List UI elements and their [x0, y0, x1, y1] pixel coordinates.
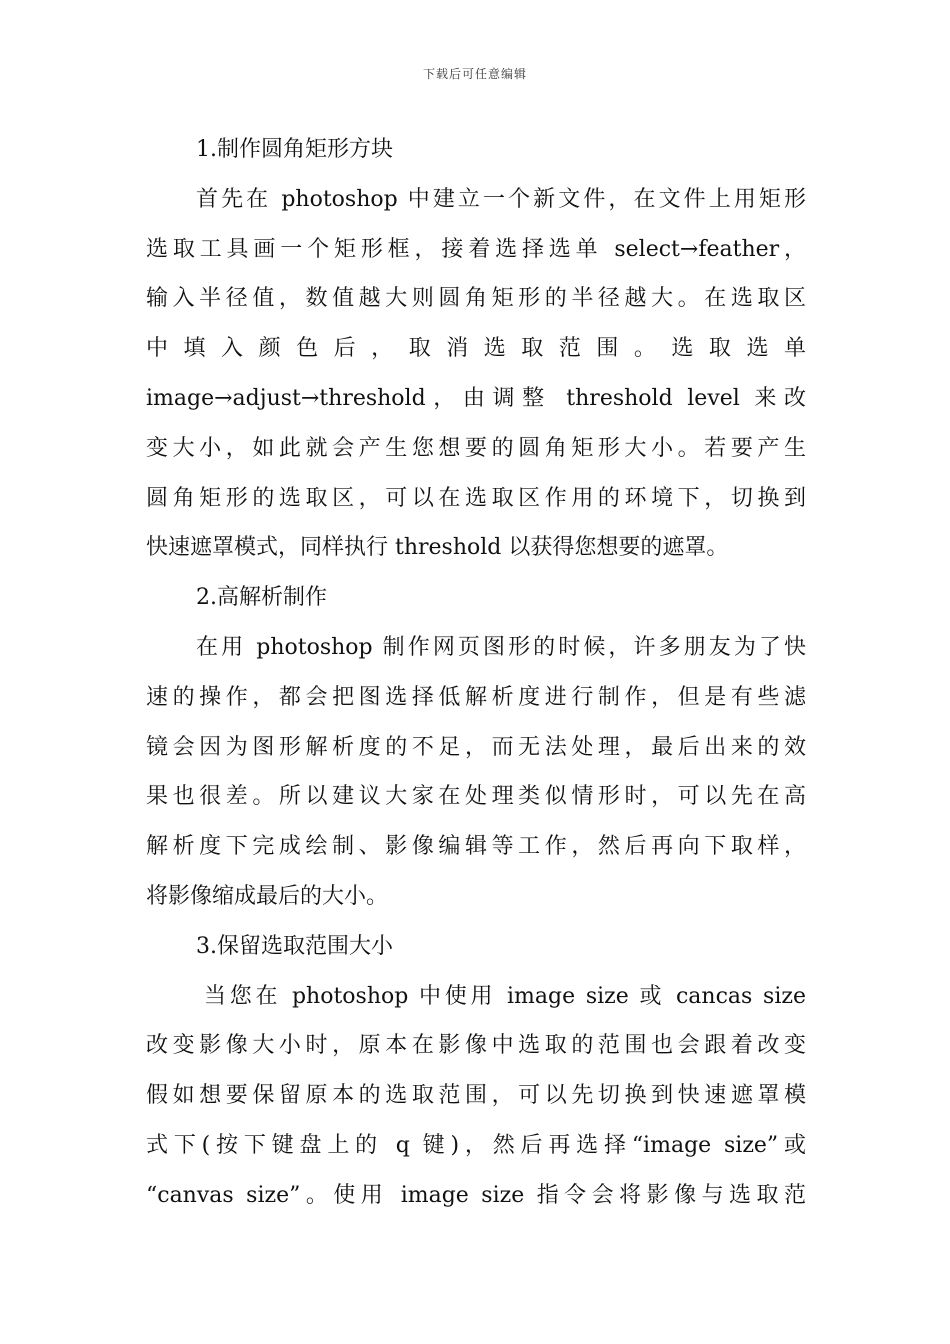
text-line: 圆角矩形的选取区，可以在选取区作用的环境下，切换到: [146, 485, 806, 511]
page-header: 下载后可任意编辑: [422, 67, 527, 81]
text-line: image→adjust→threshold，由调整 threshold level 来改: [146, 385, 806, 411]
text-line: 输入半径值，数值越大则圆角矩形的半径越大。在选取区: [146, 286, 806, 312]
text-line: 镜会因为图形解析度的不足，而无法处理，最后出来的效: [146, 734, 806, 760]
section-paragraph: [146, 623, 806, 922]
section-paragraph: [146, 972, 806, 1221]
text-line: 快速遮罩模式，同样执行 threshold 以获得您想要的遮罩。: [146, 535, 729, 561]
document-body: [146, 125, 806, 1221]
text-line: 解析度下完成绘制、影像编辑等工作，然后再向下取样，: [146, 834, 806, 860]
text-line: 将影像缩成最后的大小。: [146, 883, 389, 909]
text-line: 速的操作，都会把图选择低解析度进行制作，但是有些滤: [146, 684, 806, 710]
section-paragraph: [146, 175, 806, 573]
text-line: 中 填 入 颜 色 后 ， 取 消 选 取 范 围 。 选 取 选 单: [146, 336, 806, 362]
text-line: 首先在 photoshop 中建立一个新文件，在文件上用矩形: [196, 186, 806, 212]
text-line: 改变影像大小时，原本在影像中选取的范围也会跟着改变: [146, 1033, 806, 1059]
text-line: 选取工具画一个矩形框，接着选择选单 select→feather，: [146, 236, 806, 262]
text-line: 当您在 photoshop 中使用 image size 或 cancas size: [204, 983, 806, 1009]
text-line: 果也很差。所以建议大家在处理类似情形时，可以先在高: [146, 784, 806, 810]
text-line: 在用 photoshop 制作网页图形的时候，许多朋友为了快: [196, 634, 806, 660]
section-heading: 2.高解析制作: [196, 585, 327, 611]
section-heading: 3.保留选取范围大小: [196, 933, 393, 959]
text-line: 假如想要保留原本的选取范围，可以先切换到快速遮罩模: [146, 1083, 806, 1109]
section-heading: 1.制作圆角矩形方块: [196, 137, 393, 162]
text-line: 式下(按下键盘上的 q 键)，然后再选择“image size”或: [146, 1132, 806, 1158]
text-line: “canvas size”。使用 image size 指令会将影像与选取范: [146, 1182, 806, 1208]
text-line: 变大小，如此就会产生您想要的圆角矩形大小。若要产生: [146, 435, 806, 461]
